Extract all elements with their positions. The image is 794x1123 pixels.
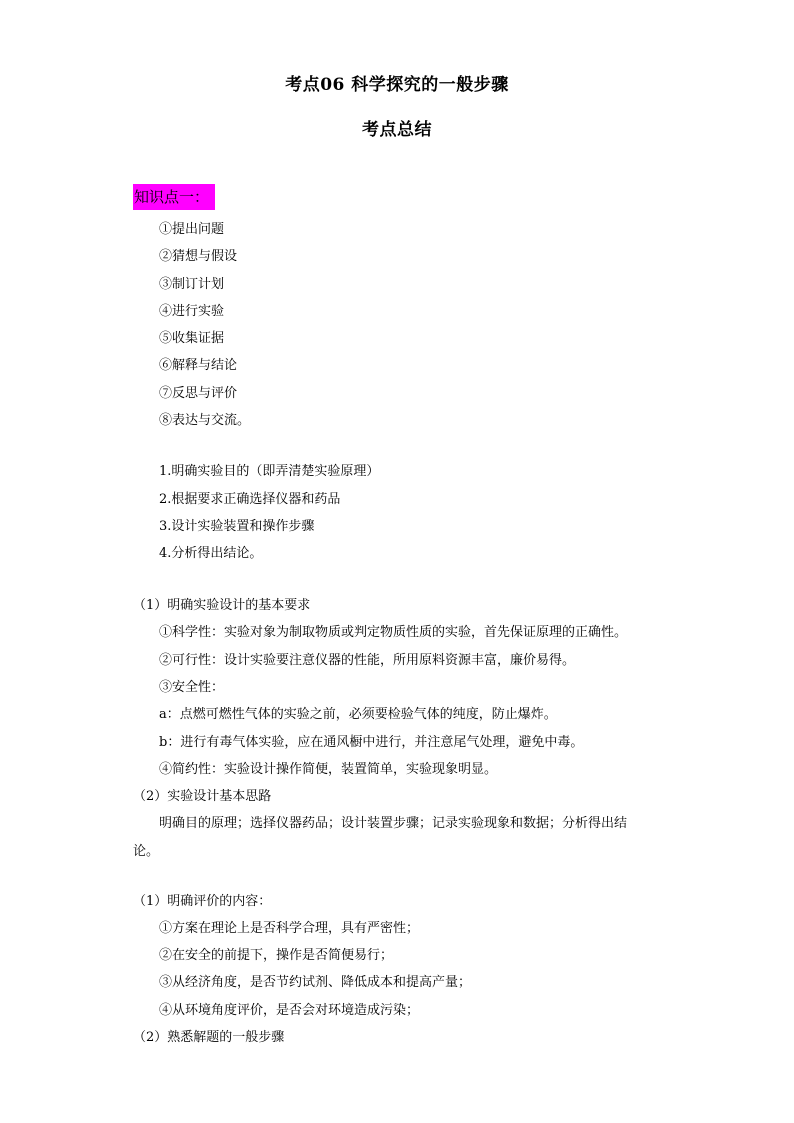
design-requirement-subitem: b：进行有毒气体实验，应在通风橱中进行，并注意尾气处理，避免中毒。 bbox=[159, 735, 584, 750]
design-approach-paragraph-cont: 论。 bbox=[133, 844, 160, 859]
design-requirement-item: ④简约性：实验设计操作简便，装置简单，实验现象明显。 bbox=[159, 762, 498, 777]
evaluation-item: ③从经济角度，是否节约试剂、降低成本和提高产量； bbox=[159, 975, 472, 990]
step-item: ④进行实验 bbox=[159, 304, 225, 319]
evaluation-heading-content: （1）明确评价的内容： bbox=[133, 894, 272, 909]
evaluation-heading-steps: （2）熟悉解题的一般步骤 bbox=[133, 1030, 285, 1045]
step-item: ⑧表达与交流。 bbox=[159, 413, 251, 428]
design-requirement-subitem: a：点燃可燃性气体的实验之前，必须要检验气体的纯度，防止爆炸。 bbox=[159, 707, 557, 722]
design-requirement-item: ②可行性：设计实验要注意仪器的性能，所用原料资源丰富，廉价易得。 bbox=[159, 653, 576, 668]
step-item: ⑤收集证据 bbox=[159, 331, 225, 346]
step-item: ②猜想与假设 bbox=[159, 249, 238, 264]
design-heading-approach: （2）实验设计基本思路 bbox=[133, 789, 272, 804]
evaluation-item: ①方案在理论上是否科学合理，具有严密性； bbox=[159, 921, 420, 936]
step-item: ⑥解释与结论 bbox=[159, 358, 238, 373]
knowledge-point-label: 知识点一： bbox=[133, 184, 215, 210]
page-subtitle: 考点总结 bbox=[362, 120, 432, 140]
design-step-item: 1.明确实验目的（即弄清楚实验原理） bbox=[159, 464, 380, 479]
design-requirement-item: ③安全性： bbox=[159, 680, 225, 695]
evaluation-item: ②在安全的前提下，操作是否简便易行； bbox=[159, 948, 394, 963]
step-item: ①提出问题 bbox=[159, 222, 225, 237]
step-item: ⑦反思与评价 bbox=[159, 386, 238, 401]
page-title: 考点06 科学探究的一般步骤 bbox=[285, 75, 509, 95]
design-step-item: 4.分析得出结论。 bbox=[159, 546, 263, 561]
design-step-item: 3.设计实验装置和操作步骤 bbox=[159, 519, 315, 534]
design-approach-paragraph: 明确目的原理；选择仪器药品；设计装置步骤；记录实验现象和数据；分析得出结 bbox=[159, 816, 628, 831]
design-step-item: 2.根据要求正确选择仪器和药品 bbox=[159, 492, 341, 507]
step-item: ③制订计划 bbox=[159, 277, 225, 292]
design-requirement-item: ①科学性：实验对象为制取物质或判定物质性质的实验，首先保证原理的正确性。 bbox=[159, 625, 628, 640]
design-heading-requirements: （1）明确实验设计的基本要求 bbox=[133, 598, 311, 613]
evaluation-item: ④从环境角度评价，是否会对环境造成污染； bbox=[159, 1003, 420, 1018]
